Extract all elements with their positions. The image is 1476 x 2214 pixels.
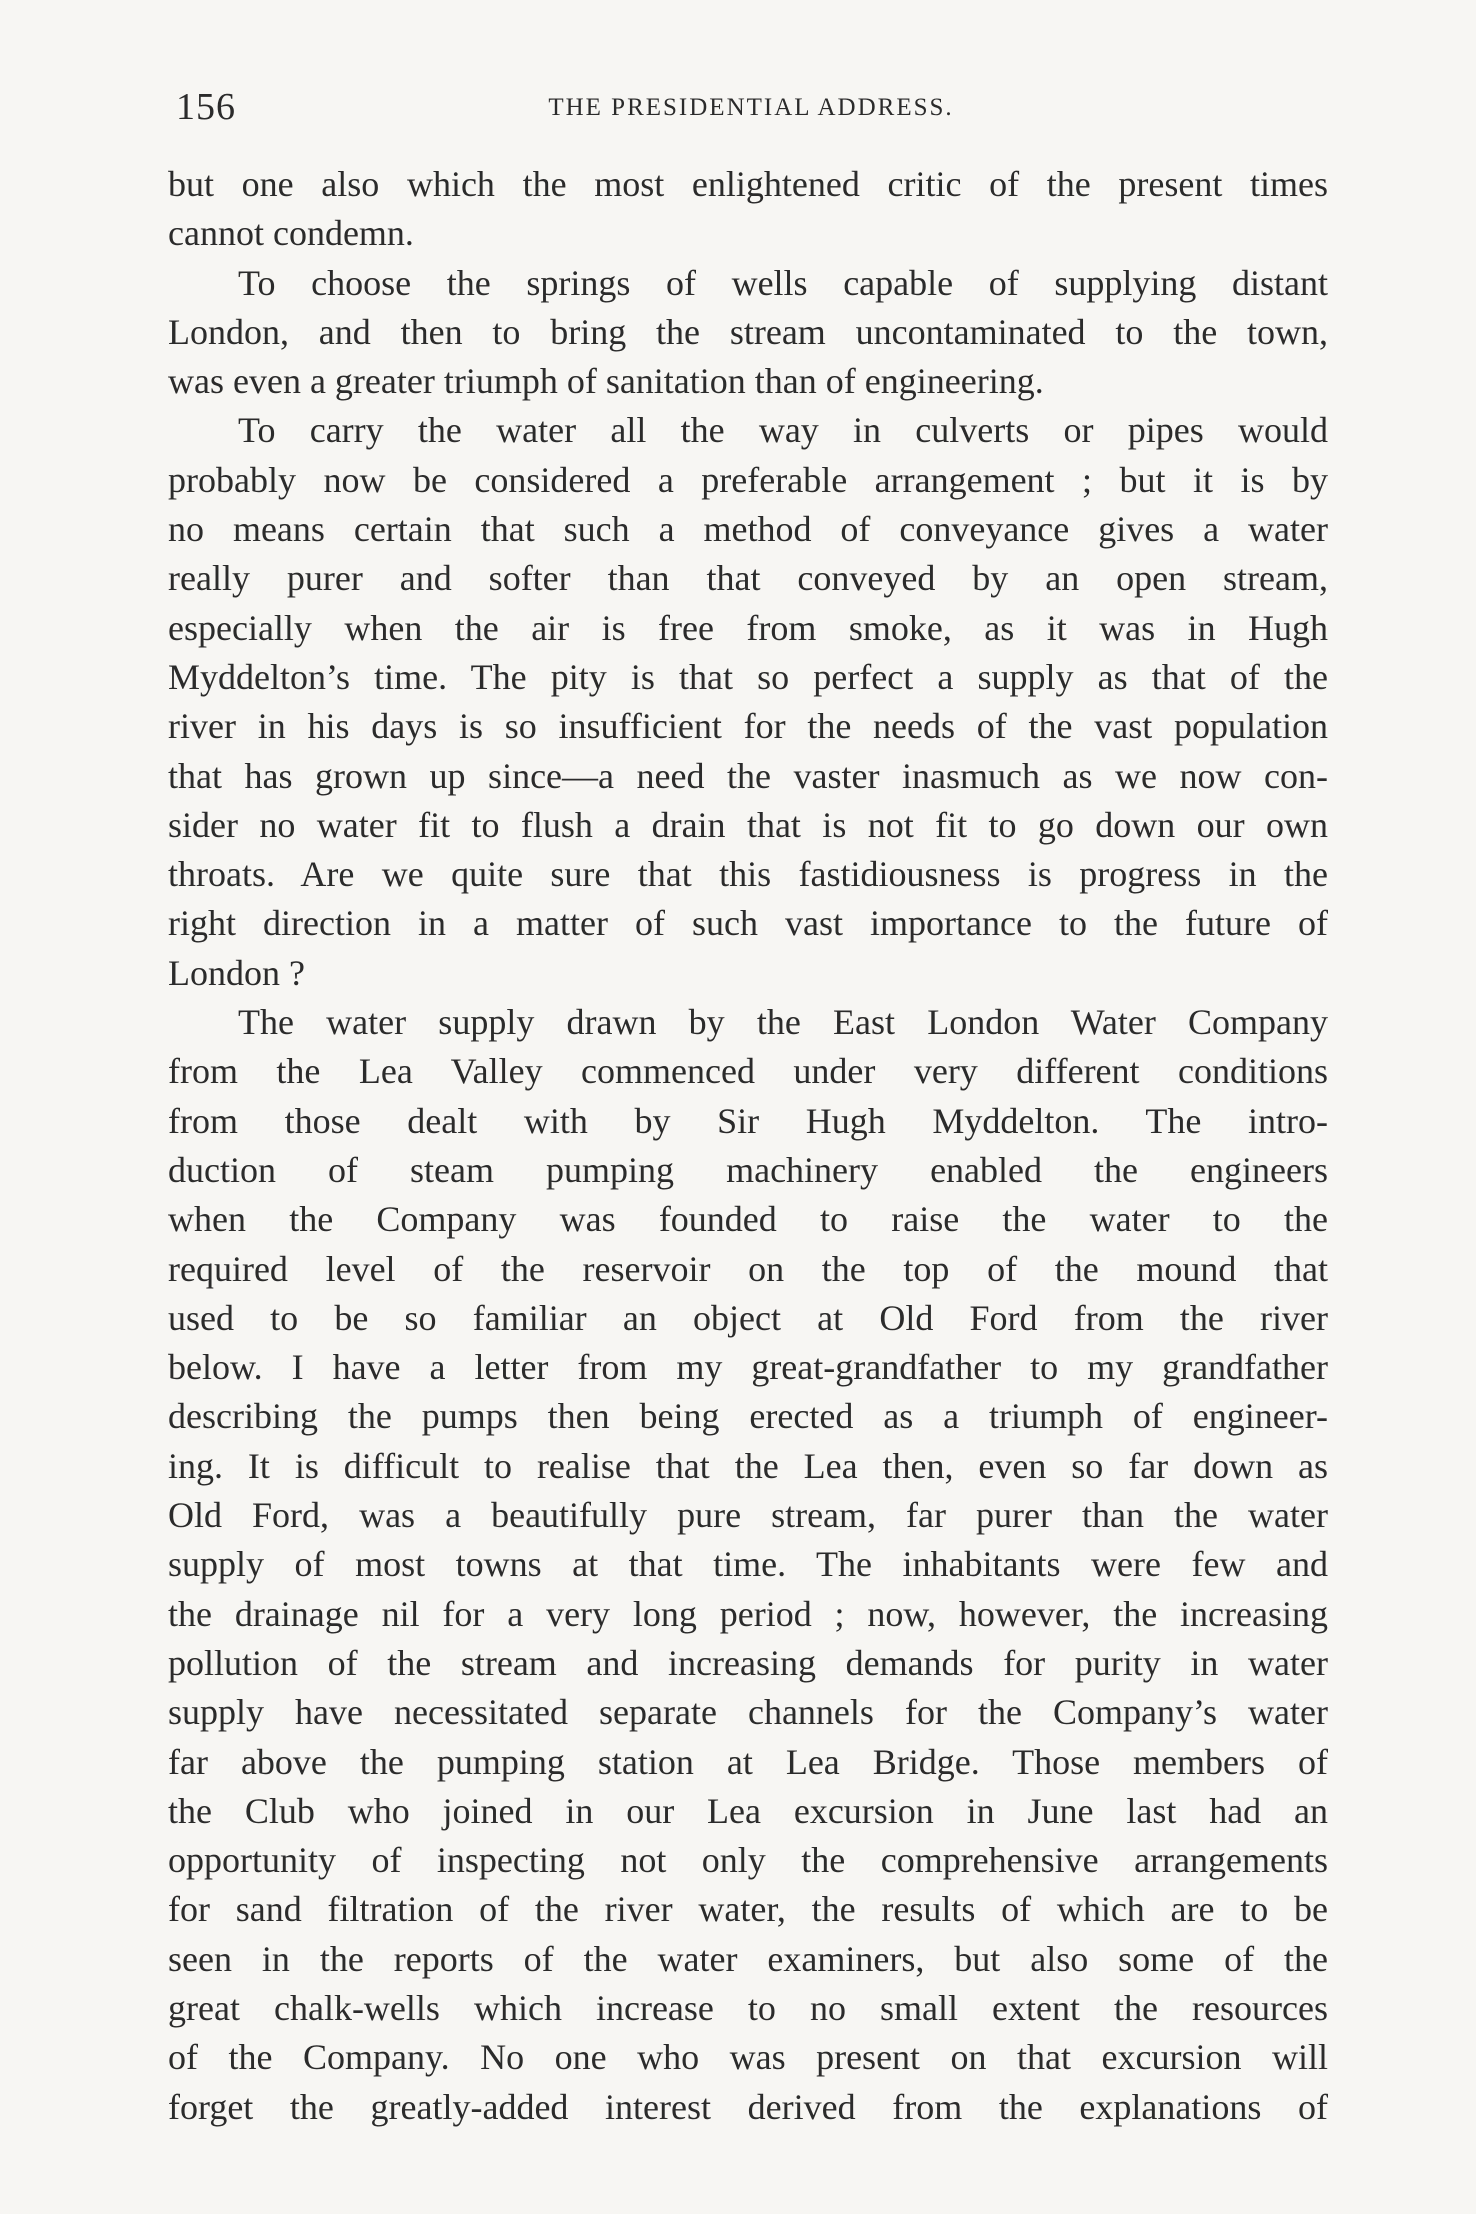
text-line: right direction in a matter of such vast importance to the future of [168,903,1328,944]
text-line: pollution of the stream and increasing demands for purity in water [168,1642,1328,1683]
text-line: throats. Are we quite sure that this fastidiousness is progress in the [168,854,1328,895]
text-line: was even a greater triumph of sanitation than of engineering. [168,361,1044,402]
text-line: The water supply drawn by the East London Water Company [238,1002,1328,1043]
text-line: sider no water fit to flush a drain that is not fit to go down our own [168,804,1328,845]
text-line: far above the pumping station at Lea Bridge. Those members of [168,1741,1328,1782]
text-line: used to be so familiar an object at Old Ford from the river [168,1297,1328,1338]
text-line: forget the greatly-added interest derived from the explanations of [168,2086,1328,2127]
text-line: ing. It is difficult to realise that the Lea then, even so far down as [168,1445,1328,1486]
text-line: especially when the air is free from smoke, as it was in Hugh [168,607,1328,648]
text-line: required level of the reservoir on the top of the mound that [168,1248,1328,1289]
text-line: great chalk-wells which increase to no small extent the resources [168,1987,1328,2028]
text-line: To choose the springs of wells capable of supplying distant [238,262,1328,303]
text-line: from those dealt with by Sir Hugh Myddelton. The intro- [168,1100,1328,1141]
text-line: the Club who joined in our Lea excursion in June last had an [168,1790,1328,1831]
running-title: THE PRESIDENTIAL ADDRESS. [548,94,954,121]
text-line: To carry the water all the way in culverts or pipes would [238,410,1328,451]
text-line: river in his days is so insufficient for the needs of the vast population [168,706,1328,747]
text-line: no means certain that such a method of conveyance gives a water [168,509,1328,550]
running-head [176,82,1326,132]
text-line: London, and then to bring the stream uncontaminated to the town, [168,311,1328,352]
text-line: from the Lea Valley commenced under very different conditions [168,1051,1328,1092]
text-line: when the Company was founded to raise the water to the [168,1199,1328,1240]
text-line: supply of most towns at that time. The inhabitants were few and [168,1544,1328,1585]
text-line: that has grown up since—a need the vaster inasmuch as we now con- [168,755,1328,796]
text-line: of the Company. No one who was present on that excursion will [168,2037,1328,2078]
text-line: Old Ford, was a beautifully pure stream, far purer than the water [168,1495,1328,1536]
text-line: probably now be considered a preferable arrangement ; but it is by [168,459,1328,500]
text-line: London ? [168,952,305,993]
text-line: duction of steam pumping machinery enabled the engineers [168,1149,1328,1190]
text-line: for sand filtration of the river water, the results of which are to be [168,1889,1328,1930]
text-line: below. I have a letter from my great-grandfather to my grandfather [168,1347,1328,1388]
text-line: but one also which the most enlightened critic of the present times [168,164,1328,204]
text-line: describing the pumps then being erected as a triumph of engineer- [168,1396,1328,1437]
text-line: Myddelton’s time. The pity is that so perfect a supply as that of the [168,656,1328,697]
text-line: cannot condemn. [168,213,414,254]
page-number: 156 [176,86,236,128]
text-line: really purer and softer than that conveyed by an open stream, [168,558,1328,599]
text-line: the drainage nil for a very long period ; now, however, the increasing [168,1593,1328,1634]
text-line: seen in the reports of the water examiners, but also some of the [168,1938,1328,1979]
body-text [168,160,1328,2132]
text-line: supply have necessitated separate channels for the Company’s water [168,1692,1328,1733]
text-line: opportunity of inspecting not only the comprehensive arrangements [168,1840,1328,1881]
